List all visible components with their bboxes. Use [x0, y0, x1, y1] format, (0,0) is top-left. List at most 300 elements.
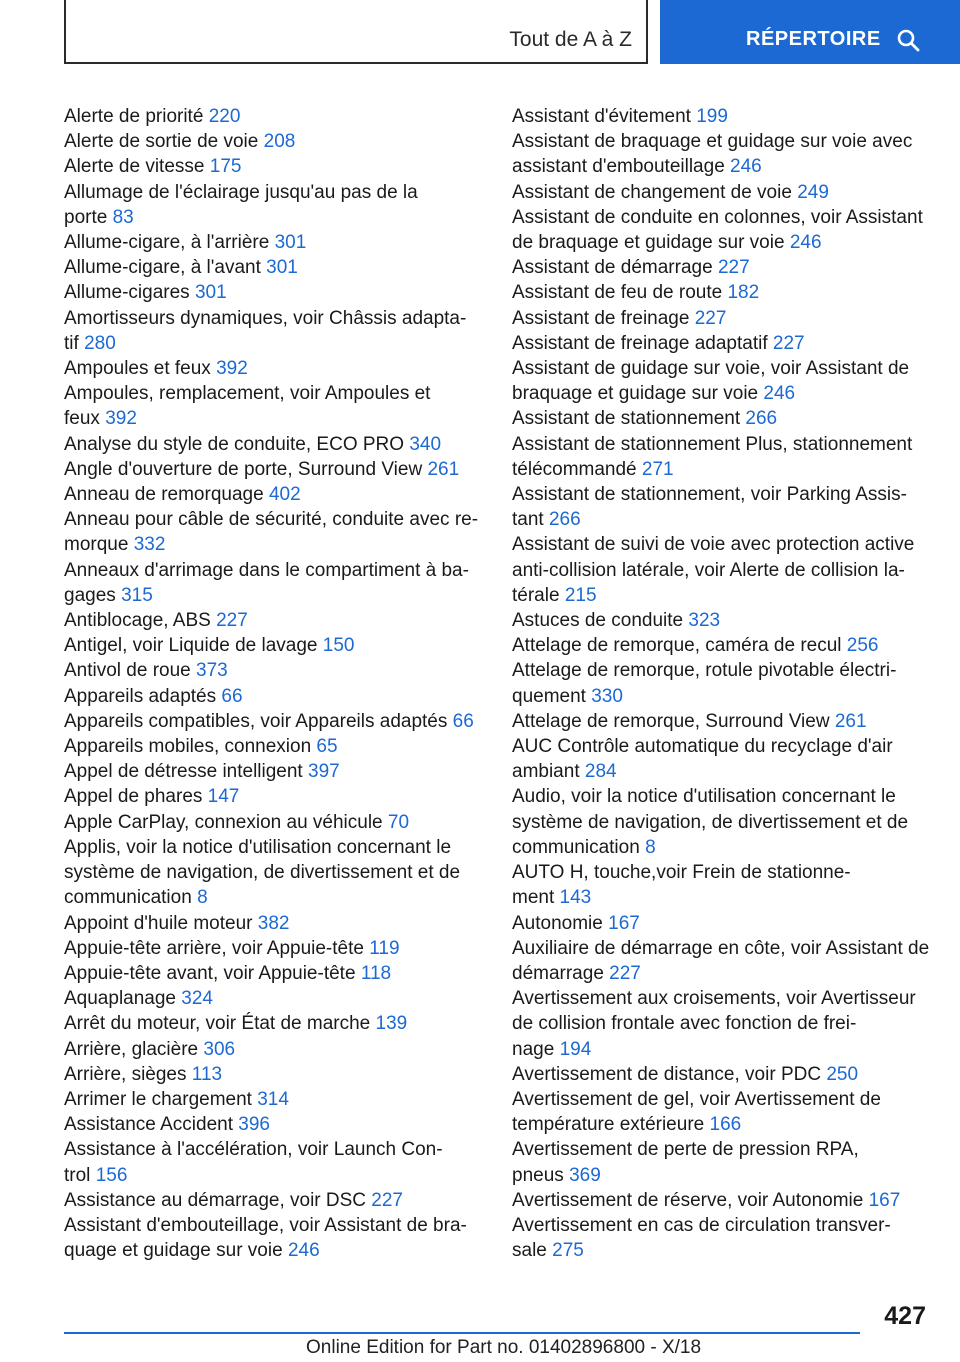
index-page-link[interactable]: 227	[772, 332, 805, 354]
index-entry	[64, 709, 484, 734]
index-entry-term: Appareils mobiles, connexion	[64, 736, 312, 758]
index-page-link[interactable]: 8	[645, 836, 656, 858]
index-entry	[64, 280, 484, 305]
index-entry-line	[64, 1213, 484, 1238]
index-entry-line	[512, 1062, 932, 1087]
index-entry-line	[512, 558, 932, 583]
index-entry-line	[512, 356, 932, 381]
index-entry-term: nage	[512, 1038, 555, 1060]
index-page-link[interactable]: 246	[789, 232, 822, 254]
index-entry-line	[512, 936, 932, 961]
index-entry-term: Allume-cigare, à l'arrière	[64, 232, 270, 254]
index-entry	[64, 1137, 484, 1187]
index-entry-line	[512, 1137, 932, 1162]
index-entry	[512, 406, 932, 431]
index-entry-line	[64, 154, 484, 179]
index-entry	[512, 709, 932, 734]
index-entry-line	[64, 1011, 484, 1036]
index-entry-term: Appel de phares	[64, 786, 203, 808]
index-page-link[interactable]: 227	[216, 610, 248, 632]
index-entry-line	[64, 608, 484, 633]
index-page-link[interactable]: 280	[84, 332, 116, 354]
index-entry-line	[64, 205, 484, 230]
index-entry-term: quement	[512, 685, 586, 707]
index-entry	[512, 205, 932, 255]
index-entry	[64, 381, 484, 431]
index-entry-term: Assistant de guidage sur voie, voir Assistant de	[512, 358, 910, 380]
index-entry-line	[64, 482, 484, 507]
index-entry	[64, 507, 484, 557]
index-page-link[interactable]: 397	[308, 761, 340, 783]
index-page-link[interactable]: 246	[287, 1240, 320, 1262]
index-page-link[interactable]: 227	[371, 1189, 403, 1211]
index-entry-term: tif	[64, 332, 79, 354]
index-entry-line	[512, 331, 932, 356]
index-entry-term: Allumage de l'éclairage jusqu'au pas de la	[64, 181, 418, 203]
index-page-link[interactable]: 266	[745, 408, 778, 430]
index-entry-term: Audio, voir la notice d'utilisation concernant le	[512, 786, 896, 808]
index-entry-term: Angle d'ouverture de porte, Surround View	[64, 458, 423, 480]
tab-label-a-z: Tout de A à Z	[509, 28, 632, 51]
index-entry-line	[64, 583, 484, 608]
index-page-link[interactable]: 143	[559, 887, 592, 909]
index-entry-term: morque	[64, 534, 129, 556]
index-entry	[512, 1213, 932, 1263]
index-entry-term: démarrage	[512, 962, 604, 984]
index-page-link[interactable]: 246	[730, 156, 762, 178]
index-entry	[64, 911, 484, 936]
index-entry-line	[512, 381, 932, 406]
index-entry-line	[512, 1238, 932, 1263]
index-entry-line	[64, 104, 484, 129]
index-entry-term: Appareils compatibles, voir Appareils adaptés	[64, 710, 448, 732]
index-entry	[512, 432, 932, 482]
index-entry-line	[64, 936, 484, 961]
index-page-link[interactable]: 175	[209, 156, 242, 178]
index-page-link[interactable]: 199	[696, 106, 728, 127]
index-entry-term: térale	[512, 584, 560, 606]
index-entry-line	[64, 784, 484, 809]
index-page-link[interactable]: 167	[608, 912, 640, 934]
index-entry-line	[512, 986, 932, 1011]
index-entry	[64, 1011, 484, 1036]
index-entry	[64, 558, 484, 608]
index-entry	[64, 129, 484, 154]
index-entry	[64, 482, 484, 507]
index-entry-term: Avertissement de distance, voir PDC	[512, 1063, 822, 1085]
index-entry-line	[512, 129, 932, 154]
index-entry-line	[64, 280, 484, 305]
index-entry-line	[512, 507, 932, 532]
index-entry-line	[64, 129, 484, 154]
index-entry-line	[64, 1037, 484, 1062]
index-entry-term: Applis, voir la notice d'utilisation concernant le	[64, 836, 452, 858]
index-page-link[interactable]: 382	[257, 912, 290, 934]
index-entry-term: de collision frontale avec fonction de frei‐	[512, 1013, 857, 1035]
index-page-link[interactable]: 70	[387, 811, 410, 833]
index-page-link[interactable]: 301	[266, 257, 298, 279]
index-entry	[512, 356, 932, 406]
index-page-link[interactable]: 266	[548, 509, 581, 531]
index-entry-term: Assistance à l'accélération, voir Launch Con‐	[64, 1139, 443, 1161]
index-entry-term: AUC Contrôle automatique du recyclage d'air	[512, 736, 893, 758]
index-entry-term: Attelage de remorque, caméra de recul	[512, 635, 842, 657]
index-page-link[interactable]: 373	[196, 660, 228, 682]
index-entry-line	[64, 1188, 484, 1213]
index-page-link[interactable]: 315	[121, 584, 153, 606]
index-entry	[64, 1213, 484, 1263]
index-entry-term: communication	[64, 887, 192, 909]
index-entry-line	[64, 558, 484, 583]
index-entry-line	[512, 1213, 932, 1238]
index-entry-term: assistant d'embouteillage	[512, 156, 725, 178]
index-page-link[interactable]: 227	[609, 962, 641, 984]
index-entry-line	[64, 961, 484, 986]
index-entry-term: de braquage et guidage sur voie	[512, 232, 785, 254]
index-entry-line	[64, 1137, 484, 1162]
index-page-link[interactable]: 402	[268, 484, 301, 506]
index-entry	[64, 784, 484, 809]
index-entry-line	[512, 583, 932, 608]
index-page-link[interactable]: 369	[569, 1164, 601, 1186]
index-entry-line	[512, 860, 932, 885]
index-entry-line	[64, 835, 484, 860]
index-entry-term: Arrière, sièges	[64, 1063, 187, 1085]
index-entry-line	[64, 885, 484, 910]
index-entry-line	[64, 306, 484, 331]
footer-edition-text: Online Edition for Part no. 01402896800 - X/18	[306, 1337, 702, 1358]
index-entry-term: communication	[512, 836, 640, 858]
index-entry-term: Astuces de conduite	[512, 610, 684, 632]
index-entry-line	[512, 532, 932, 557]
index-entry-line	[512, 709, 932, 734]
index-entry-line	[64, 709, 484, 734]
index-entry-line	[512, 633, 932, 658]
index-page-link[interactable]: 301	[194, 282, 227, 304]
index-entry-term: Arrêt du moteur, voir État de marche	[64, 1013, 371, 1035]
index-entry-line	[64, 1062, 484, 1087]
index-entry-line	[512, 180, 932, 205]
index-page-link[interactable]: 392	[105, 408, 137, 430]
index-entry-line	[512, 1011, 932, 1036]
index-entry	[64, 1188, 484, 1213]
index-entry-line	[64, 457, 484, 482]
index-column-right	[512, 104, 932, 1263]
index-entry-term: Anneau pour câble de sécurité, conduite avec re‐	[64, 509, 479, 531]
index-entry	[512, 280, 932, 305]
index-page-link[interactable]: 113	[191, 1063, 223, 1085]
index-entry	[512, 986, 932, 1062]
index-entry	[512, 1188, 932, 1213]
index-entry	[64, 306, 484, 356]
index-page-link[interactable]: 314	[257, 1088, 289, 1110]
index-entry	[64, 759, 484, 784]
index-page-link[interactable]: 150	[322, 635, 355, 657]
index-entry	[512, 255, 932, 280]
index-page-link[interactable]: 340	[409, 433, 442, 455]
index-page-link[interactable]: 306	[203, 1038, 236, 1060]
index-entry	[512, 784, 932, 860]
index-entry-term: Allume-cigares	[64, 282, 190, 304]
index-entry-line	[64, 986, 484, 1011]
search-icon[interactable]	[896, 28, 920, 52]
index-page-link[interactable]: 215	[564, 584, 597, 606]
index-page-link[interactable]: 256	[846, 635, 879, 657]
index-entry-line	[64, 633, 484, 658]
index-page-link[interactable]: 227	[694, 307, 727, 329]
index-entry-line	[64, 911, 484, 936]
index-entry-term: Assistance au démarrage, voir DSC	[64, 1189, 367, 1211]
index-entry	[64, 734, 484, 759]
index-entry-line	[64, 860, 484, 885]
index-entry-line	[512, 154, 932, 179]
index-entry-line	[512, 810, 932, 835]
index-entry-term: Assistant de stationnement	[512, 408, 741, 430]
index-entry-term: porte	[64, 206, 108, 228]
index-entry	[64, 936, 484, 961]
index-entry-line	[64, 406, 484, 431]
index-entry-line	[512, 432, 932, 457]
index-entry	[512, 306, 932, 331]
index-entry-line	[64, 507, 484, 532]
index-page-link[interactable]: 208	[263, 131, 296, 153]
index-entry-line	[512, 230, 932, 255]
index-entry	[512, 129, 932, 179]
index-entry-line	[512, 482, 932, 507]
index-entry	[512, 936, 932, 986]
header-tab-repertoire[interactable]	[660, 0, 960, 64]
index-entry-term: système de navigation, de divertissement et de	[512, 811, 909, 833]
index-entry-line	[64, 255, 484, 280]
index-entry	[512, 608, 932, 633]
index-page-link[interactable]: 65	[316, 736, 338, 758]
index-page-link[interactable]: 271	[641, 458, 674, 480]
index-entry-term: température extérieure	[512, 1114, 705, 1136]
index-entry-term: Analyse du style de conduite, ECO PRO	[64, 433, 405, 455]
index-entry	[64, 1062, 484, 1087]
index-entry-line	[512, 457, 932, 482]
index-entry-line	[64, 381, 484, 406]
index-entry-term: tant	[512, 509, 544, 531]
index-page-link[interactable]: 246	[763, 383, 796, 405]
index-entry-line	[64, 432, 484, 457]
index-page-link[interactable]: 66	[221, 685, 243, 707]
index-entry-term: Avertissement de gel, voir Avertissement de	[512, 1088, 881, 1110]
index-entry	[64, 835, 484, 911]
index-page-link[interactable]: 275	[552, 1240, 584, 1262]
index-entry-term: Amortisseurs dynamiques, voir Châssis adapta‐	[64, 307, 467, 329]
index-page-link[interactable]: 8	[197, 887, 208, 909]
index-entry-term: sale	[512, 1240, 547, 1262]
index-entry-line	[512, 306, 932, 331]
index-page-link[interactable]: 250	[826, 1063, 859, 1085]
index-entry-term: Appel de détresse intelligent	[64, 761, 303, 783]
index-entry-term: pneus	[512, 1164, 564, 1186]
index-entry-term: Allume-cigare, à l'avant	[64, 257, 261, 279]
index-entry-line	[64, 684, 484, 709]
index-page-link[interactable]: 166	[709, 1114, 742, 1136]
index-entry-term: Attelage de remorque, rotule pivotable électri‐	[512, 660, 897, 682]
index-entry-line	[512, 205, 932, 230]
index-page-link[interactable]: 323	[688, 610, 721, 632]
index-page-link[interactable]: 392	[216, 358, 248, 380]
index-entry-term: Assistant de braquage et guidage sur voie avec	[512, 131, 913, 153]
index-entry-line	[512, 1163, 932, 1188]
index-entry-term: quage et guidage sur voie	[64, 1240, 283, 1262]
footer-divider	[64, 1332, 860, 1334]
index-entry-term: Assistant de freinage	[512, 307, 690, 329]
index-entry-term: Appareils adaptés	[64, 685, 217, 707]
index-entry-term: Assistance Accident	[64, 1114, 233, 1136]
index-page-link[interactable]: 396	[238, 1114, 270, 1136]
index-entry	[512, 1062, 932, 1087]
index-entry-term: Auxiliaire de démarrage en côte, voir Assistant de	[512, 937, 930, 959]
index-entry-term: Antiblocage, ABS	[64, 610, 211, 632]
index-entry-line	[64, 356, 484, 381]
index-entry-term: Assistant d'évitement	[512, 106, 691, 127]
index-entry-line	[512, 734, 932, 759]
index-entry-line	[512, 280, 932, 305]
index-entry-term: Avertissement aux croisements, voir Avertisseur	[512, 988, 916, 1010]
index-entry-line	[512, 911, 932, 936]
index-entry-term: Alerte de sortie de voie	[64, 131, 259, 153]
index-page-link[interactable]: 220	[208, 106, 241, 127]
index-page-link[interactable]: 182	[727, 282, 760, 304]
index-entry-term: feux	[64, 408, 100, 430]
index-entry	[512, 1087, 932, 1137]
index-entry	[512, 1137, 932, 1187]
index-entry	[64, 154, 484, 179]
index-entry	[64, 986, 484, 1011]
index-entry	[64, 356, 484, 381]
index-entry-term: Assistant de stationnement Plus, stationnement	[512, 433, 913, 455]
index-page-link[interactable]: 83	[112, 206, 134, 228]
index-entry-term: Assistant de démarrage	[512, 257, 713, 279]
index-page-link[interactable]: 324	[181, 988, 213, 1010]
index-entry-term: braquage et guidage sur voie	[512, 383, 759, 405]
index-entry	[64, 608, 484, 633]
index-page-link[interactable]: 261	[427, 458, 460, 480]
index-page-link[interactable]: 139	[375, 1013, 408, 1035]
index-entry	[512, 734, 932, 784]
index-page-link[interactable]: 332	[133, 534, 166, 556]
index-entry	[512, 104, 932, 129]
index-entry-term: Alerte de priorité	[64, 106, 204, 127]
index-entry-term: Appuie-tête avant, voir Appuie-tête	[64, 962, 356, 984]
index-page-link[interactable]: 66	[452, 710, 474, 732]
index-entry	[64, 255, 484, 280]
index-entry-term: Avertissement en cas de circulation transver‐	[512, 1214, 891, 1236]
index-entry-term: Autonomie	[512, 912, 603, 934]
index-entry-term: Apple CarPlay, connexion au véhicule	[64, 811, 383, 833]
index-entry-line	[512, 104, 932, 129]
index-page-link[interactable]: 147	[207, 786, 240, 808]
index-entry-line	[512, 1037, 932, 1062]
index-page-link[interactable]: 284	[584, 761, 617, 783]
index-entry	[64, 432, 484, 457]
index-page-link[interactable]: 261	[834, 710, 867, 732]
index-entry-term: télécommandé	[512, 458, 637, 480]
index-entry	[64, 1087, 484, 1112]
index-entry-term: Assistant de suivi de voie avec protection active	[512, 534, 915, 556]
index-entry-term: Aquaplanage	[64, 988, 176, 1010]
index-entry-term: Assistant de stationnement, voir Parking Assis‐	[512, 484, 907, 506]
index-entry-line	[512, 658, 932, 683]
index-page-link[interactable]: 156	[95, 1164, 128, 1186]
index-page-link[interactable]: 227	[717, 257, 750, 279]
index-entry	[512, 633, 932, 658]
index-entry-line	[512, 835, 932, 860]
index-page-link[interactable]: 330	[591, 685, 623, 707]
index-entry	[64, 633, 484, 658]
index-entry-line	[512, 885, 932, 910]
index-entry-line	[512, 759, 932, 784]
index-entry	[64, 1037, 484, 1062]
index-page-link[interactable]: 249	[797, 181, 829, 203]
index-entry	[64, 684, 484, 709]
index-entry-term: trol	[64, 1164, 91, 1186]
index-entry-term: AUTO H, touche,voir Frein de stationne‐	[512, 862, 851, 884]
index-entry-term: anti-collision latérale, voir Alerte de collision la‐	[512, 559, 905, 581]
index-entry-line	[512, 1087, 932, 1112]
index-entry-term: ambiant	[512, 761, 580, 783]
index-entry-term: Anneau de remorquage	[64, 484, 264, 506]
index-page-link[interactable]: 119	[369, 937, 400, 959]
index-page-link[interactable]: 194	[559, 1038, 592, 1060]
index-entry	[512, 180, 932, 205]
index-entry-line	[512, 961, 932, 986]
index-entry-line	[64, 810, 484, 835]
index-entry-term: Antivol de roue	[64, 660, 191, 682]
index-entry	[64, 180, 484, 230]
index-entry-term: Assistant d'embouteillage, voir Assistant de bra‐	[64, 1214, 467, 1236]
index-entry-line	[64, 658, 484, 683]
index-entry	[512, 482, 932, 532]
index-entry-term: Alerte de vitesse	[64, 156, 205, 178]
index-entry-line	[64, 331, 484, 356]
index-entry-line	[64, 734, 484, 759]
index-entry-line	[64, 1238, 484, 1263]
index-entry-line	[512, 255, 932, 280]
index-entry	[64, 658, 484, 683]
index-entry-line	[512, 608, 932, 633]
tab-label-repertoire: RÉPERTOIRE	[746, 28, 881, 50]
index-entry-line	[64, 230, 484, 255]
index-entry	[64, 457, 484, 482]
index-entry-term: gages	[64, 584, 116, 606]
index-entry	[64, 104, 484, 129]
index-entry-term: Appoint d'huile moteur	[64, 912, 253, 934]
index-entry-term: Ampoules et feux	[64, 358, 211, 380]
index-column-left	[64, 104, 484, 1263]
index-entry-term: Arrière, glacière	[64, 1038, 199, 1060]
index-entry-term: Assistant de conduite en colonnes, voir Assistant	[512, 206, 923, 228]
index-entry-line	[64, 532, 484, 557]
index-entry-term: Assistant de feu de route	[512, 282, 723, 304]
index-page-link[interactable]: 118	[360, 962, 392, 984]
index-entry-line	[512, 1188, 932, 1213]
index-entry	[512, 860, 932, 910]
index-page-link[interactable]: 301	[274, 232, 307, 254]
index-page-link[interactable]: 167	[868, 1189, 901, 1211]
index-entry-term: Appuie-tête arrière, voir Appuie-tête	[64, 937, 364, 959]
index-entry-term: Arrimer le chargement	[64, 1088, 252, 1110]
header-tab-a-z[interactable]	[64, 0, 648, 64]
index-entry-line	[64, 759, 484, 784]
index-entry-line	[64, 1163, 484, 1188]
index-entry-term: ment	[512, 887, 555, 909]
page-number: 427	[884, 1302, 926, 1330]
